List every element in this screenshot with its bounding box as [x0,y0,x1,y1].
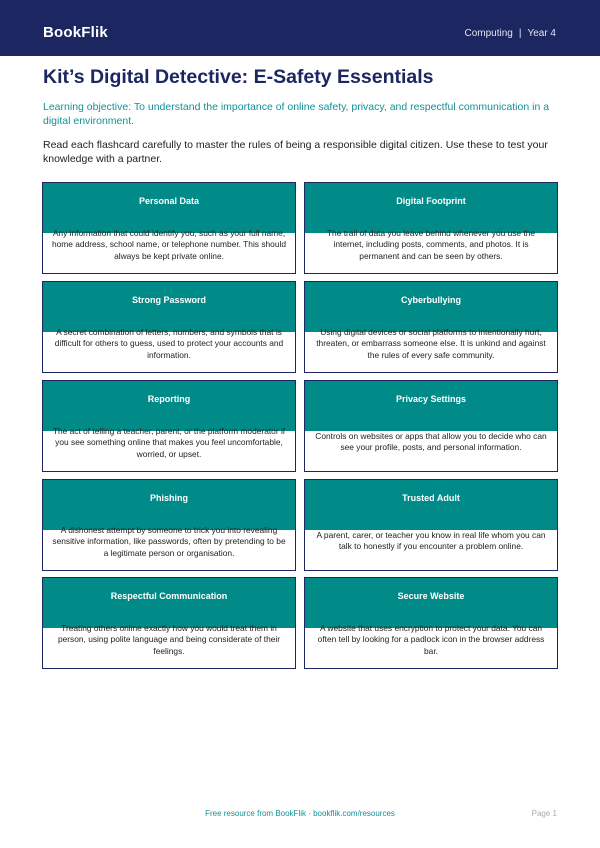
flashcard-term: Reporting [43,381,295,431]
flashcard-definition: Controls on websites or apps that allow you to decide who can see your profile, posts, and personal information. [315,431,547,453]
flashcard [304,281,558,373]
flashcard [42,380,296,472]
top-bar [0,0,600,56]
flashcard-definition: A dishonest attempt by someone to trick you into revealing sensitive information, like passwords, often by pretending to be a legitimate person or organisation. [52,525,286,558]
flashcard-definition: Treating others online exactly how you would treat them in person, using polite language and being considerate of their feelings. [57,623,281,656]
flashcard [42,281,296,373]
page-number: Page 1 [531,809,557,818]
flashcard-term: Privacy Settings [305,381,557,431]
flashcard-term: Digital Footprint [305,183,557,233]
intro-text: Read each flashcard carefully to master the rules of being a responsible digital citizen. Use these to test your knowledge with a partner. [43,139,548,165]
page-title: Kit’s Digital Detective: E-Safety Essentials [43,66,434,88]
flashcard [304,380,558,472]
footer-resource-link[interactable]: Free resource from BookFlik · bookflik.com/resources [205,809,395,818]
flashcard-definition: A website that uses encryption to protect your data. You can often tell by looking for a padlock icon in the browser address bar. [317,623,545,656]
flashcard [42,182,296,274]
flashcard-term: Personal Data [43,183,295,233]
flashcard [304,182,558,274]
meta-separator: | [518,28,522,39]
learning-objective: Learning objective: To understand the importance of online safety, privacy, and respectful communication in a digital environment. [43,101,550,127]
flashcard-term: Cyberbullying [305,282,557,332]
flashcard [304,577,558,669]
flashcard-term: Respectful Communication [43,578,295,628]
subject-meta [464,28,556,39]
flashcard-definition: Any information that could identify you, such as your full name, home address, school name, or telephone number. This should always be kept private online. [51,228,287,261]
flashcard-definition: Using digital devices or social platforms to intentionally hurt, threaten, or embarrass someone else. It is unkind and against the rules of every safe community. [316,327,546,360]
flashcard [42,577,296,669]
flashcard [42,479,296,571]
flashcard-term: Trusted Adult [305,480,557,530]
flashcard [304,479,558,571]
flashcard-definition: The act of telling a teacher, parent, or the platform moderator if you see something online that makes you feel uncomfortable, worried, or upset. [52,426,286,459]
flashcard-definition: A secret combination of letters, numbers, and symbols that is difficult for others to guess, used to protect your accounts and information. [54,327,284,360]
flashcard-term: Secure Website [305,578,557,628]
year-label: Year 4 [527,28,556,39]
flashcard-term: Strong Password [43,282,295,332]
subject-label: Computing [464,28,513,39]
flashcard-term: Phishing [43,480,295,530]
flashcard-definition: The trail of data you leave behind whenever you use the internet, including posts, comments, and photos. It is permanent and can be seen by others. [326,228,536,261]
brand-logo[interactable]: BookFlik [43,24,108,41]
flashcard-grid [42,182,558,672]
flashcard-definition: A parent, carer, or teacher you know in real life whom you can talk to honestly if you encounter a problem online. [316,530,546,552]
